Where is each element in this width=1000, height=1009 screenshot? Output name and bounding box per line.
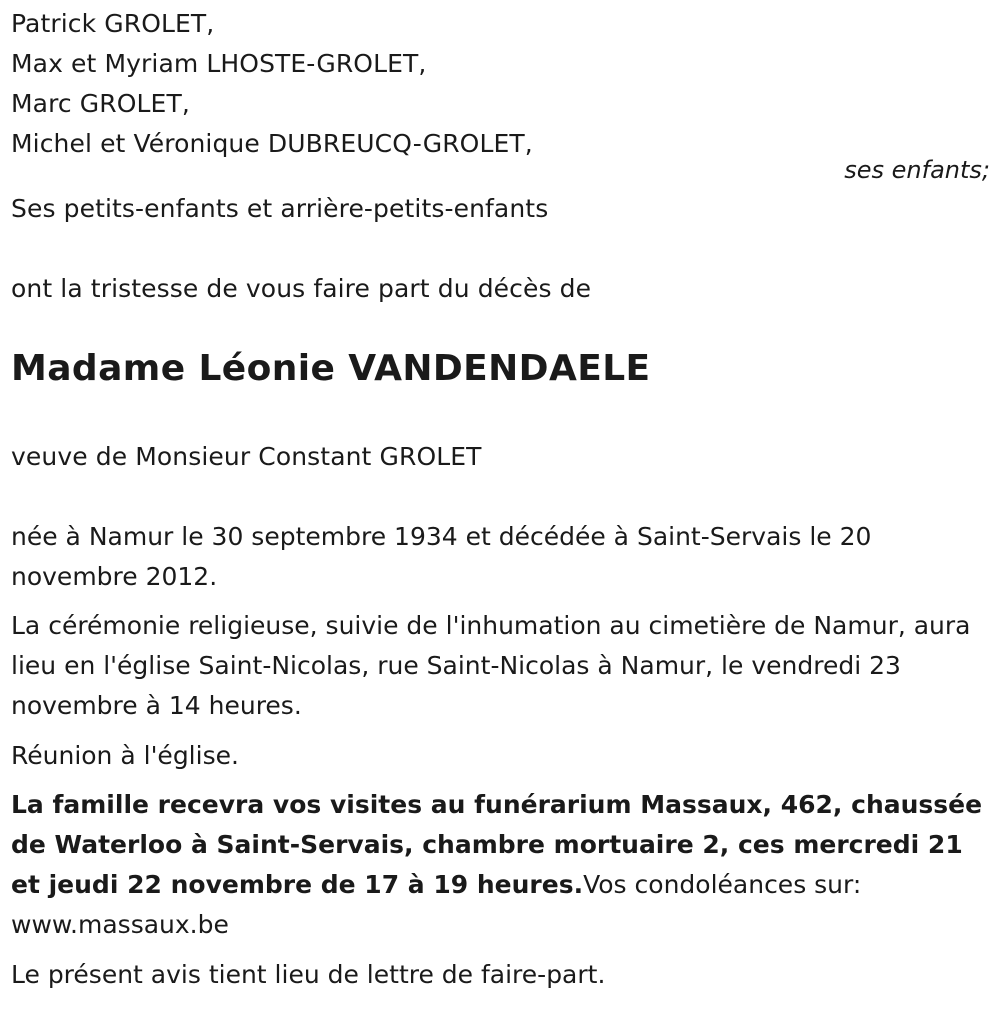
notice-paragraph: Le présent avis tient lieu de lettre de faire-part. bbox=[11, 960, 606, 989]
child-line: Max et Myriam LHOSTE-GROLET, bbox=[11, 49, 427, 78]
deceased-name: Madame Léonie VANDENDAELE bbox=[11, 348, 651, 389]
reunion-paragraph: Réunion à l'église. bbox=[11, 741, 239, 770]
grandchildren-line: Ses petits-enfants et arrière-petits-enfants bbox=[11, 194, 549, 223]
children-role-label: ses enfants; bbox=[844, 156, 990, 184]
birth-death-paragraph: née à Namur le 30 septembre 1934 et décédée à Saint-Servais le 20 novembre 2012. bbox=[11, 522, 872, 591]
child-line: Michel et Véronique DUBREUCQ-GROLET, bbox=[11, 129, 533, 158]
child-line: Patrick GROLET, bbox=[11, 9, 215, 38]
ceremony-paragraph: La cérémonie religieuse, suivie de l'inhumation au cimetière de Namur, aura lieu en l'église Saint-Nicolas, rue Saint-Nicolas à Namur, le vendredi 23 novembre à 14 heures. bbox=[11, 611, 971, 720]
widow-line: veuve de Monsieur Constant GROLET bbox=[11, 442, 482, 471]
visits-bold-text: La famille recevra vos visites au funérarium Massaux, 462, chaussée de Waterloo à Saint-Servais, chambre mortuaire 2, ces mercredi 21 et jeudi 22 novembre de 17 à 19 heures. bbox=[11, 790, 983, 899]
condolences-text: Vos condoléances sur: www.massaux.be bbox=[11, 870, 862, 939]
children-list bbox=[11, 0, 991, 164]
visits-paragraph bbox=[11, 785, 986, 945]
child-line: Marc GROLET, bbox=[11, 89, 190, 118]
intro-line: ont la tristesse de vous faire part du décès de bbox=[11, 274, 592, 303]
